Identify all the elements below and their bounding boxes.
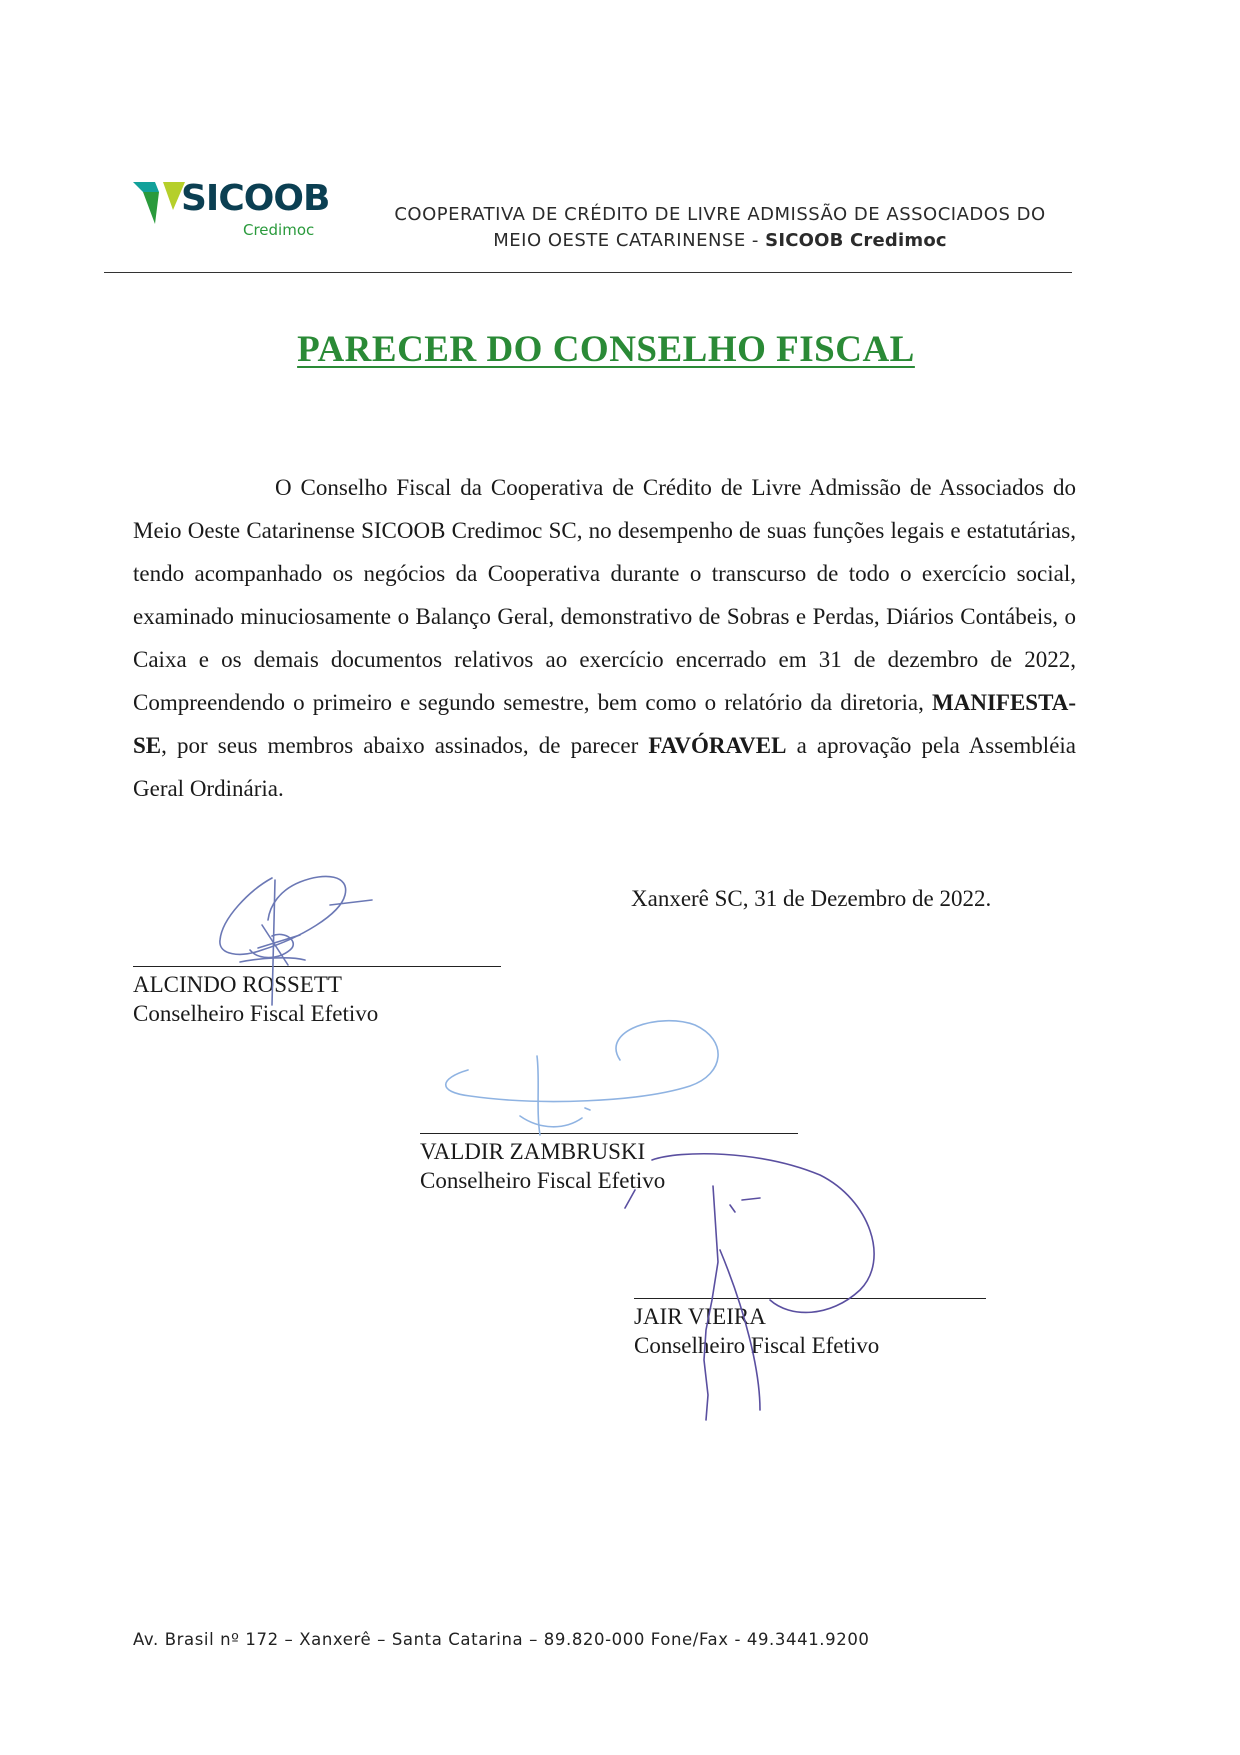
signature-line-3 bbox=[634, 1298, 986, 1299]
signatory-3-name: JAIR VIEIRA bbox=[634, 1304, 766, 1329]
org-line-2-prefix: MEIO OESTE CATARINENSE - bbox=[493, 230, 766, 251]
logo-subtext: Credimoc bbox=[243, 221, 315, 239]
signature-line-2 bbox=[420, 1133, 798, 1134]
signature-line-1 bbox=[133, 966, 501, 967]
org-line-2 bbox=[370, 228, 1070, 254]
signature-2-scribble bbox=[446, 1021, 718, 1135]
sicoob-logo-mark-icon bbox=[133, 180, 185, 228]
org-line-1: COOPERATIVA DE CRÉDITO DE LIVRE ADMISSÃO DE ASSOCIADOS DO bbox=[394, 204, 1046, 225]
signatory-1-name: ALCINDO ROSSETT bbox=[133, 972, 342, 997]
sicoob-logo bbox=[133, 176, 353, 246]
org-line-2-bold: SICOOB Credimoc bbox=[765, 230, 947, 251]
organization-header bbox=[370, 202, 1070, 254]
signatory-2-name: VALDIR ZAMBRUSKI bbox=[420, 1139, 646, 1164]
body-bold-manifesta: MANIFESTA-SE bbox=[133, 690, 1076, 758]
body-part-2: , por seus membros abaixo assinados, de parecer bbox=[161, 733, 649, 758]
logo-text: SICOOB bbox=[181, 178, 330, 219]
signatory-1-role: Conselheiro Fiscal Efetivo bbox=[133, 1001, 379, 1026]
body-part-1: O Conselho Fiscal da Cooperativa de Crédito de Livre Admissão de Associados do Meio Oeste Catarinense SICOOB Credimoc SC, no desempenho de suas funções legais e estatutárias, tendo acompanhado os negócios da Cooperativa durante o transcurso de todo o exercício social, examinado minuciosamente o Balanço Geral, demonstrativo de Sobras e Perdas, Diários Contábeis, o Caixa e os demais documentos relativos ao exercício encerrado em 31 de dezembro de 2022, Compreendendo o primeiro e segundo semestre, bem como o relatório da diretoria, bbox=[133, 475, 1076, 715]
footer-address: Av. Brasil nº 172 – Xanxerê – Santa Catarina – 89.820-000 Fone/Fax - 49.3441.9200 bbox=[133, 1630, 870, 1649]
body-part-3: a aprovação pela Assembléia Geral Ordinária. bbox=[133, 733, 1077, 801]
document-title: PARECER DO CONSELHO FISCAL bbox=[297, 329, 915, 370]
signatory-2-role: Conselheiro Fiscal Efetivo bbox=[420, 1168, 666, 1193]
header-divider bbox=[104, 272, 1072, 273]
date-line: Xanxerê SC, 31 de Dezembro de 2022. bbox=[631, 886, 992, 911]
body-bold-favoravel: FAVÓRAVEL bbox=[648, 733, 787, 758]
signatory-3-role: Conselheiro Fiscal Efetivo bbox=[634, 1333, 880, 1358]
body-paragraph bbox=[133, 466, 1076, 810]
